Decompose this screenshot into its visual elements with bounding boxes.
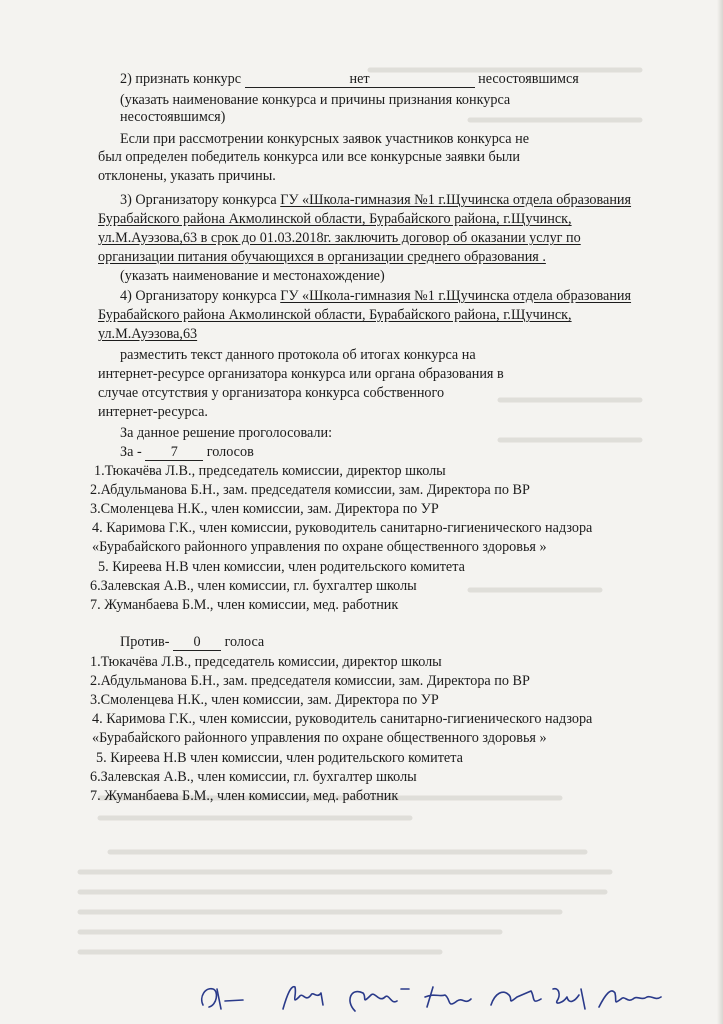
for-member: «Бурабайского районного управления по охране общественного здоровья » bbox=[92, 539, 547, 555]
item-3-organizer-2: Бурабайского района Акмолинской области, Бурабайского района, г.Щучинск, bbox=[98, 211, 572, 227]
for-member: 6.Залевская А.В., член комиссии, гл. бухгалтер школы bbox=[90, 578, 417, 594]
item-2-blank-value: нет bbox=[349, 71, 370, 87]
handwritten-signatures bbox=[195, 975, 675, 1020]
for-member: 4. Каримова Г.К., член комиссии, руководитель санитарно-гигиенического надзора bbox=[92, 520, 593, 536]
item-4-text-1: разместить текст данного протокола об итогах конкурса на bbox=[120, 347, 476, 363]
against-member: 3.Смоленцева Н.К., член комиссии, зам. Директора по УР bbox=[90, 692, 439, 708]
item-2-text-3: отклонены, указать причины. bbox=[98, 168, 276, 184]
votes-against-line bbox=[120, 633, 264, 651]
item-4-text-2: интернет-ресурсе организатора конкурса или органа образования в bbox=[98, 366, 504, 382]
item-4-organizer-3: ул.М.Ауэзова,63 bbox=[98, 326, 198, 342]
against-member: «Бурабайского районного управления по охране общественного здоровья » bbox=[92, 730, 547, 746]
votes-for-suffix: голосов bbox=[206, 444, 254, 460]
votes-against-count: 0 bbox=[193, 634, 201, 650]
item-2-blank bbox=[245, 72, 475, 88]
vote-intro: За данное решение проголосовали: bbox=[120, 425, 333, 441]
item-2-line bbox=[120, 70, 579, 88]
for-member: 3.Смоленцева Н.К., член комиссии, зам. Директора по УР bbox=[90, 501, 439, 517]
item-3-organizer-1: ГУ «Школа-гимназия №1 г.Щучинска отдела образования bbox=[280, 192, 632, 208]
against-member: 1.Тюкачёва Л.В., председатель комиссии, директор школы bbox=[90, 654, 442, 670]
votes-against-blank bbox=[173, 635, 221, 651]
against-member: 6.Залевская А.В., член комиссии, гл. бухгалтер школы bbox=[90, 769, 417, 785]
item-2-prefix: 2) признать конкурс bbox=[120, 71, 242, 87]
item-3-note: (указать наименование и местонахождение) bbox=[120, 268, 385, 284]
against-member: 2.Абдульманова Б.Н., зам. председателя комиссии, зам. Директора по ВР bbox=[90, 673, 530, 689]
votes-for-prefix: За - bbox=[120, 444, 142, 460]
for-member: 5. Киреева Н.В член комиссии, член родительского комитета bbox=[98, 559, 465, 575]
item-4-line-1 bbox=[120, 287, 631, 305]
against-member: 7. Жуманбаева Б.М., член комиссии, мед. работник bbox=[90, 788, 399, 804]
item-3-organizer-3: ул.М.Ауэзова,63 в срок до 01.03.2018г. заключить договор об оказании услуг по bbox=[98, 230, 581, 246]
item-2-note-2: несостоявшимся) bbox=[120, 109, 226, 125]
item-4-text-4: интернет-ресурса. bbox=[98, 404, 208, 420]
item-3-line-1 bbox=[120, 191, 631, 209]
votes-for-line bbox=[120, 443, 254, 461]
item-2-text-2: был определен победитель конкурса или все конкурсные заявки были bbox=[98, 149, 520, 165]
item-2-suffix: несостоявшимся bbox=[478, 71, 579, 87]
item-4-text-3: случае отсутствия у организатора конкурса собственного bbox=[98, 385, 445, 401]
item-4-organizer-1: ГУ «Школа-гимназия №1 г.Щучинска отдела образования bbox=[280, 288, 632, 304]
votes-against-prefix: Против- bbox=[120, 634, 170, 650]
item-4-organizer-2: Бурабайского района Акмолинской области, Бурабайского района, г.Щучинск, bbox=[98, 307, 572, 323]
against-member: 4. Каримова Г.К., член комиссии, руководитель санитарно-гигиенического надзора bbox=[92, 711, 593, 727]
scan-edge-shadow bbox=[717, 0, 723, 1024]
item-2-note-1: (указать наименование конкурса и причины признания конкурса bbox=[120, 92, 511, 108]
votes-for-count: 7 bbox=[170, 444, 178, 460]
item-3-prefix: 3) Организатору конкурса bbox=[120, 192, 277, 208]
for-member: 7. Жуманбаева Б.М., член комиссии, мед. работник bbox=[90, 597, 399, 613]
for-member: 1.Тюкачёва Л.В., председатель комиссии, директор школы bbox=[94, 463, 446, 479]
item-3-organizer-4: организации питания обучающихся в организации среднего образования . bbox=[98, 249, 546, 265]
item-2-text-1: Если при рассмотрении конкурсных заявок участников конкурса не bbox=[120, 131, 529, 147]
against-member: 5. Киреева Н.В член комиссии, член родительского комитета bbox=[96, 750, 463, 766]
item-4-prefix: 4) Организатору конкурса bbox=[120, 288, 277, 304]
for-member: 2.Абдульманова Б.Н., зам. председателя комиссии, зам. Директора по ВР bbox=[90, 482, 530, 498]
votes-for-blank bbox=[145, 445, 203, 461]
votes-against-suffix: голоса bbox=[224, 634, 265, 650]
